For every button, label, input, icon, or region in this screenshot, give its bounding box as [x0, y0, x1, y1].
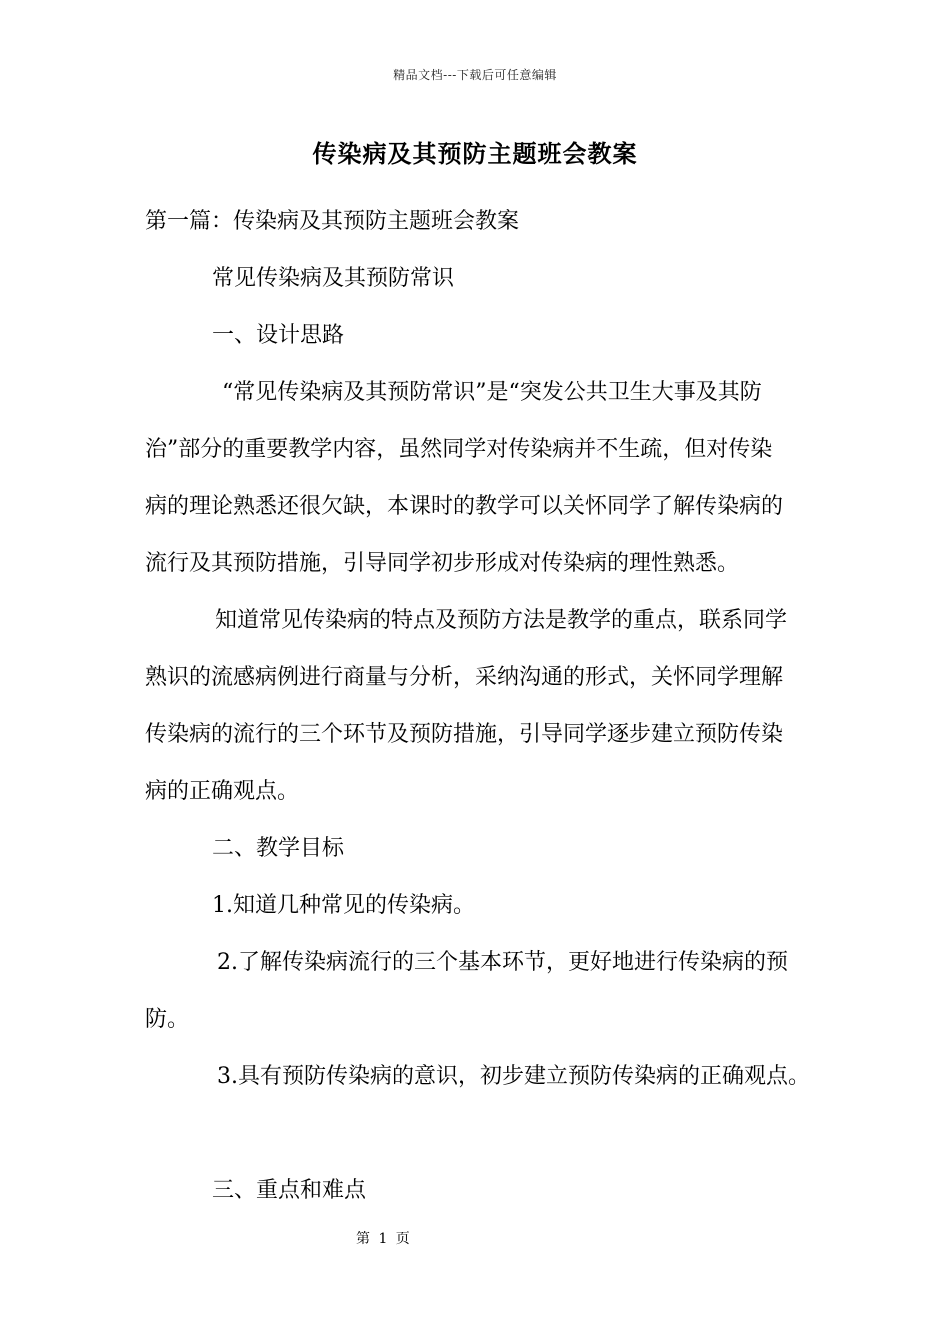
- paragraph-line: 防。: [145, 1007, 190, 1032]
- blank-line: [145, 1105, 815, 1162]
- document-body: [145, 193, 815, 1219]
- paragraph-line: “常见传染病及其预防常识”是“突发公共卫生大事及其防: [222, 380, 762, 405]
- paragraph-line: 知道常见传染病的特点及预防方法是教学的重点，联系同学: [215, 608, 788, 633]
- subtitle: 常见传染病及其预防常识: [212, 266, 455, 291]
- paragraph-line: 2.了解传染病流行的三个基本环节，更好地进行传染病的预: [217, 950, 788, 975]
- page-number: 第 1 页: [356, 1231, 410, 1247]
- paragraph-teaching-focus: [145, 592, 815, 820]
- section-heading-goals: 二、教学目标: [212, 836, 345, 861]
- section-heading-design: 一、设计思路: [212, 323, 345, 348]
- paragraph-line: 病的正确观点。: [145, 779, 300, 804]
- document-title: 传染病及其预防主题班会教案: [312, 139, 638, 168]
- paragraph-line: 治”部分的重要教学内容，虽然同学对传染病并不生疏，但对传染: [145, 437, 773, 462]
- goal-item-1: 1.知道几种常见的传染病。: [212, 893, 475, 918]
- paragraph-design-rationale: [145, 364, 815, 592]
- goal-item-2: [145, 934, 815, 1048]
- part-heading: 第一篇：传染病及其预防主题班会教案: [145, 209, 520, 234]
- paragraph-line: 病的理论熟悉还很欠缺，本课时的教学可以关怀同学了解传染病的: [145, 494, 784, 519]
- header-note: 精品文档---下载后可任意编辑: [393, 68, 557, 82]
- goal-item-3: 3.具有预防传染病的意识，初步建立预防传染病的正确观点。: [217, 1064, 810, 1089]
- paragraph-line: 熟识的流感病例进行商量与分析，采纳沟通的形式，关怀同学理解: [145, 665, 784, 690]
- paragraph-line: 传染病的流行的三个环节及预防措施，引导同学逐步建立预防传染: [145, 722, 784, 747]
- section-heading-key-points: 三、重点和难点: [212, 1178, 367, 1203]
- paragraph-line: 流行及其预防措施，引导同学初步形成对传染病的理性熟悉。: [145, 551, 740, 576]
